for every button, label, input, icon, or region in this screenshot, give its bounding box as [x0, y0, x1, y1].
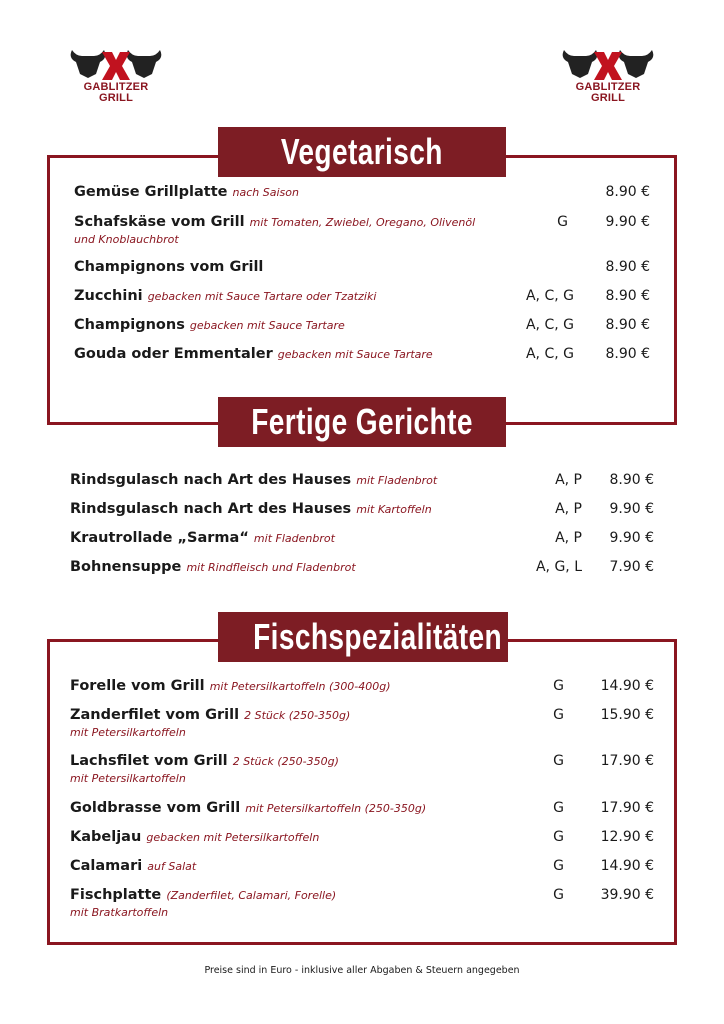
item-name: Champignons vom Grill: [74, 259, 264, 275]
item-desc-line2: mit Petersilkartoffeln: [70, 772, 186, 785]
item-desc: gebacken mit Sauce Tartare oder Tzatziki: [147, 290, 377, 303]
item-name: Zucchini: [74, 288, 143, 304]
item-name: Krautrollade „Sarma“: [70, 530, 249, 546]
brand-line2: GRILL: [99, 92, 133, 104]
item-name: Rindsgulasch nach Art des Hauses: [70, 472, 352, 488]
item-desc: nach Saison: [232, 186, 299, 199]
logo-left: [66, 46, 166, 110]
brand-line2: GRILL: [591, 92, 625, 104]
item-name: Gouda oder Emmentaler: [74, 346, 273, 362]
item-price: 8.90 €: [605, 288, 650, 304]
item-desc: mit Rindfleisch und Fladenbrot: [186, 561, 356, 574]
item-allergens: A, C, G: [525, 317, 574, 333]
item-allergens: G: [553, 858, 564, 874]
item-price: 15.90 €: [600, 707, 654, 723]
item-desc: mit Petersilkartoffeln (250-350g): [245, 802, 427, 815]
item-allergens: G: [553, 707, 564, 723]
item-allergens: A, P: [555, 501, 582, 517]
item-name: Kabeljau: [70, 829, 142, 845]
item-allergens: A, C, G: [525, 288, 574, 304]
item-allergens: A, C, G: [525, 346, 574, 362]
item-allergens: G: [553, 887, 564, 903]
item-allergens: G: [553, 753, 564, 769]
item-desc: mit Kartoffeln: [356, 503, 432, 516]
item-desc-line2: und Knoblauchbrot: [74, 233, 179, 246]
item-price: 8.90 €: [605, 317, 650, 333]
item-desc: mit Petersilkartoffeln (300-400g): [209, 680, 391, 693]
item-allergens: G: [557, 214, 568, 230]
bull-heads-icon: [558, 46, 658, 82]
item-desc: gebacken mit Petersilkartoffeln: [146, 831, 320, 844]
item-name: Forelle vom Grill: [70, 678, 205, 694]
item-name: Fischplatte: [70, 887, 162, 903]
item-price: 14.90 €: [600, 678, 654, 694]
item-price: 17.90 €: [600, 753, 654, 769]
section-title-fischspezialitaeten: Fischspezialitäten: [218, 612, 508, 662]
item-name: Schafskäse vom Grill: [74, 214, 245, 230]
item-name: Lachsfilet vom Grill: [70, 753, 228, 769]
item-price: 9.90 €: [609, 501, 654, 517]
item-price: 9.90 €: [609, 530, 654, 546]
item-name: Bohnensuppe: [70, 559, 182, 575]
item-name: Rindsgulasch nach Art des Hauses: [70, 501, 352, 517]
item-price: 12.90 €: [600, 829, 654, 845]
section-title-fertige-gerichte: Fertige Gerichte: [218, 397, 506, 447]
brand-line1: GABLITZER: [575, 81, 641, 93]
logo-right: [558, 46, 658, 110]
item-desc: auf Salat: [147, 860, 197, 873]
item-desc: (Zanderfilet, Calamari, Forelle): [166, 889, 337, 902]
item-desc: 2 Stück (250-350g): [244, 709, 351, 722]
item-price: 8.90 €: [605, 259, 650, 275]
item-desc: gebacken mit Sauce Tartare: [189, 319, 345, 332]
item-desc-line2: mit Bratkartoffeln: [70, 906, 169, 919]
item-allergens: A, P: [555, 530, 582, 546]
item-allergens: G: [553, 800, 564, 816]
item-price: 9.90 €: [605, 214, 650, 230]
item-name: Gemüse Grillplatte: [74, 184, 228, 200]
item-price: 7.90 €: [609, 559, 654, 575]
item-allergens: A, G, L: [535, 559, 582, 575]
item-desc: mit Tomaten, Zwiebel, Oregano, Olivenöl: [249, 216, 476, 229]
item-name: Calamari: [70, 858, 143, 874]
item-name: Champignons: [74, 317, 185, 333]
item-price: 39.90 €: [600, 887, 654, 903]
item-allergens: G: [553, 829, 564, 845]
item-price: 8.90 €: [605, 184, 650, 200]
item-allergens: A, P: [555, 472, 582, 488]
item-desc-line2: mit Petersilkartoffeln: [70, 726, 186, 739]
item-price: 8.90 €: [605, 346, 650, 362]
brand-line1: GABLITZER: [83, 81, 149, 93]
item-desc: 2 Stück (250-350g): [232, 755, 339, 768]
section-title-vegetarisch: Vegetarisch: [218, 127, 506, 177]
item-desc: mit Fladenbrot: [253, 532, 335, 545]
footer-note: Preise sind in Euro - inklusive aller Abgaben & Steuern angegeben: [204, 965, 520, 976]
item-name: Zanderfilet vom Grill: [70, 707, 240, 723]
item-price: 17.90 €: [600, 800, 654, 816]
item-desc: gebacken mit Sauce Tartare: [277, 348, 433, 361]
bull-heads-icon: [66, 46, 166, 82]
item-name: Goldbrasse vom Grill: [70, 800, 241, 816]
item-price: 14.90 €: [600, 858, 654, 874]
item-desc: mit Fladenbrot: [356, 474, 438, 487]
item-allergens: G: [553, 678, 564, 694]
item-price: 8.90 €: [609, 472, 654, 488]
